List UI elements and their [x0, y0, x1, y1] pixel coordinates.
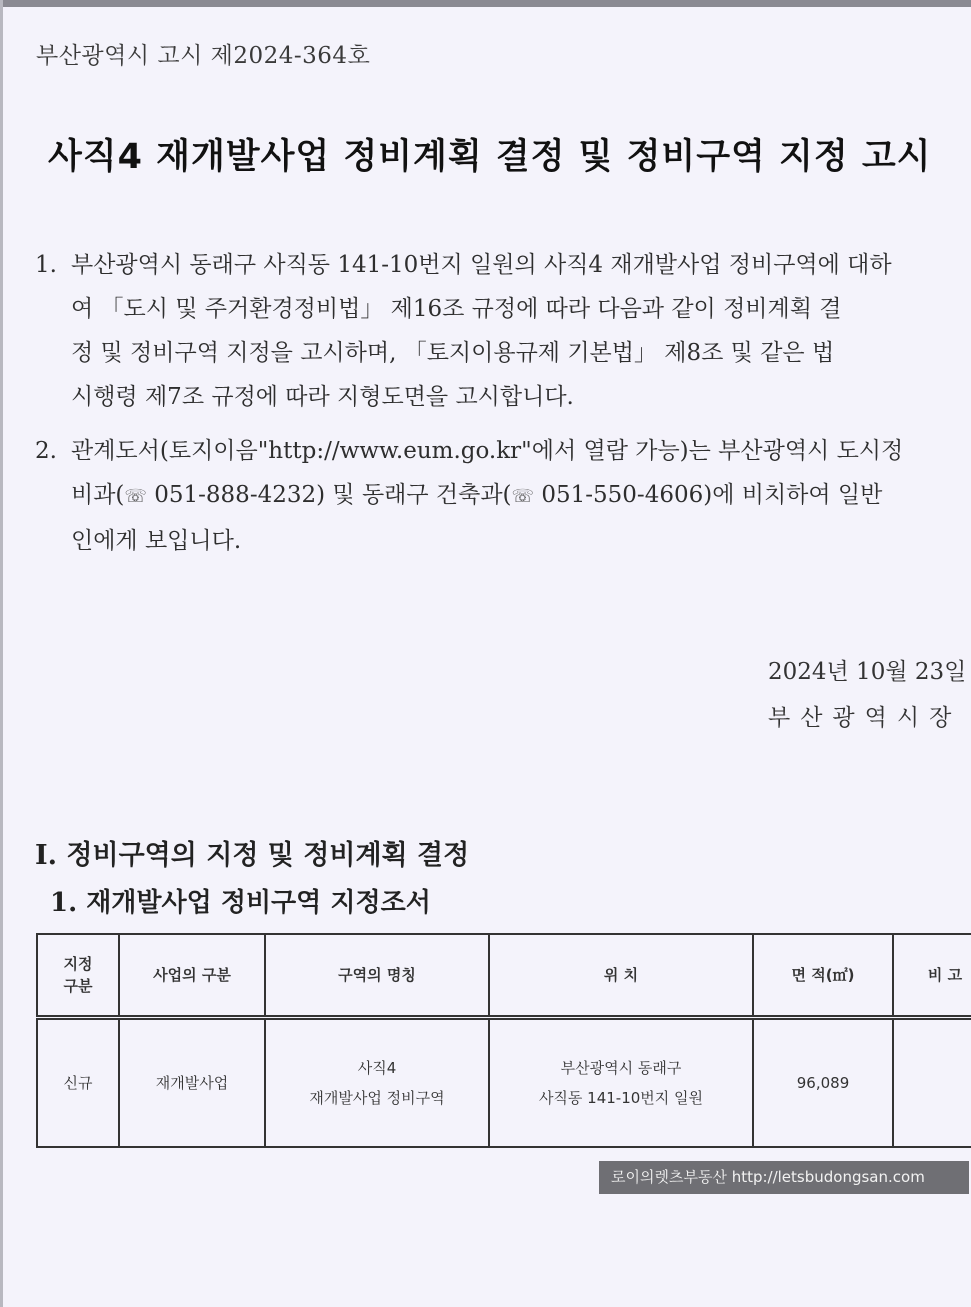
cell-text: 부산광역시 동래구 — [560, 1059, 682, 1077]
cell-project-type: 재개발사업 — [119, 1018, 265, 1148]
document-title: 사직4 재개발사업 정비계획 결정 및 정비구역 지정 고시 — [48, 137, 932, 177]
cell-zone-name — [265, 1018, 489, 1148]
cell-remarks — [893, 1018, 971, 1148]
paragraph-line — [35, 473, 971, 519]
issuer-name: 부산광역시장 — [768, 705, 962, 731]
paragraph-text: 비과( — [71, 482, 125, 508]
cell-text: 재개발사업 정비구역 — [309, 1089, 445, 1107]
subsection-heading: 1. 재개발사업 정비구역 지정조서 — [50, 888, 431, 918]
section-heading: I. 정비구역의 지정 및 정비계획 결정 — [35, 840, 470, 871]
paragraph-line: 관계도서(토지이음"http://www.eum.go.kr"에서 열람 가능)는 부산광역시 도시정 — [71, 438, 904, 464]
header-area: 면 적(㎡) — [753, 934, 893, 1018]
paragraph-line: 여 「도시 및 주거환경정비법」 제16조 규정에 따라 다음과 같이 정비계획 결 — [71, 296, 842, 322]
header-text: 구분 — [63, 977, 93, 995]
cell-text: 사직동 141-10번지 일원 — [538, 1089, 704, 1107]
paragraph-text: 051-550-4606)에 비치하여 일반 — [534, 482, 883, 508]
paragraph-text: 051-888-4232) 및 동래구 건축과( — [146, 482, 512, 508]
cell-text: 사직4 — [357, 1059, 397, 1077]
table-row — [37, 1018, 971, 1148]
notice-number: 부산광역시 고시 제2024-364호 — [36, 43, 371, 69]
header-remarks: 비 고 — [893, 934, 971, 1018]
paragraph-line: 인에게 보입니다. — [71, 528, 242, 554]
watermark-label: 로이의렛츠부동산 http://letsbudongsan.com — [599, 1161, 969, 1194]
header-project-type: 사업의 구분 — [119, 934, 265, 1018]
header-text: 지정 — [63, 955, 93, 973]
header-zone-name: 구역의 명칭 — [265, 934, 489, 1018]
paragraph-line: 정 및 정비구역 지정을 고시하며, 「토지이용규제 기본법」 제8조 및 같은 법 — [71, 340, 835, 366]
paragraph-line: 시행령 제7조 규정에 따라 지형도면을 고시합니다. — [71, 384, 574, 410]
cell-designation-type: 신규 — [37, 1018, 119, 1148]
document-page — [3, 7, 971, 1307]
cell-area: 96,089 — [753, 1018, 893, 1148]
phone-icon: ☏ — [511, 486, 535, 507]
notice-date: 2024년 10월 23일 — [768, 659, 967, 685]
phone-icon: ☏ — [124, 486, 147, 507]
paragraph-number: 1. — [35, 252, 57, 278]
paragraph-2 — [35, 429, 971, 563]
paragraph-1 — [35, 243, 971, 419]
designation-table — [36, 933, 971, 1148]
document-top-edge — [0, 0, 971, 7]
cell-location — [489, 1018, 753, 1148]
table-header-row — [37, 934, 971, 1018]
paragraph-number: 2. — [35, 438, 57, 464]
paragraph-line: 부산광역시 동래구 사직동 141-10번지 일원의 사직4 재개발사업 정비구역에 대하 — [71, 252, 892, 278]
header-location: 위 치 — [489, 934, 753, 1018]
header-designation-type — [37, 934, 119, 1018]
